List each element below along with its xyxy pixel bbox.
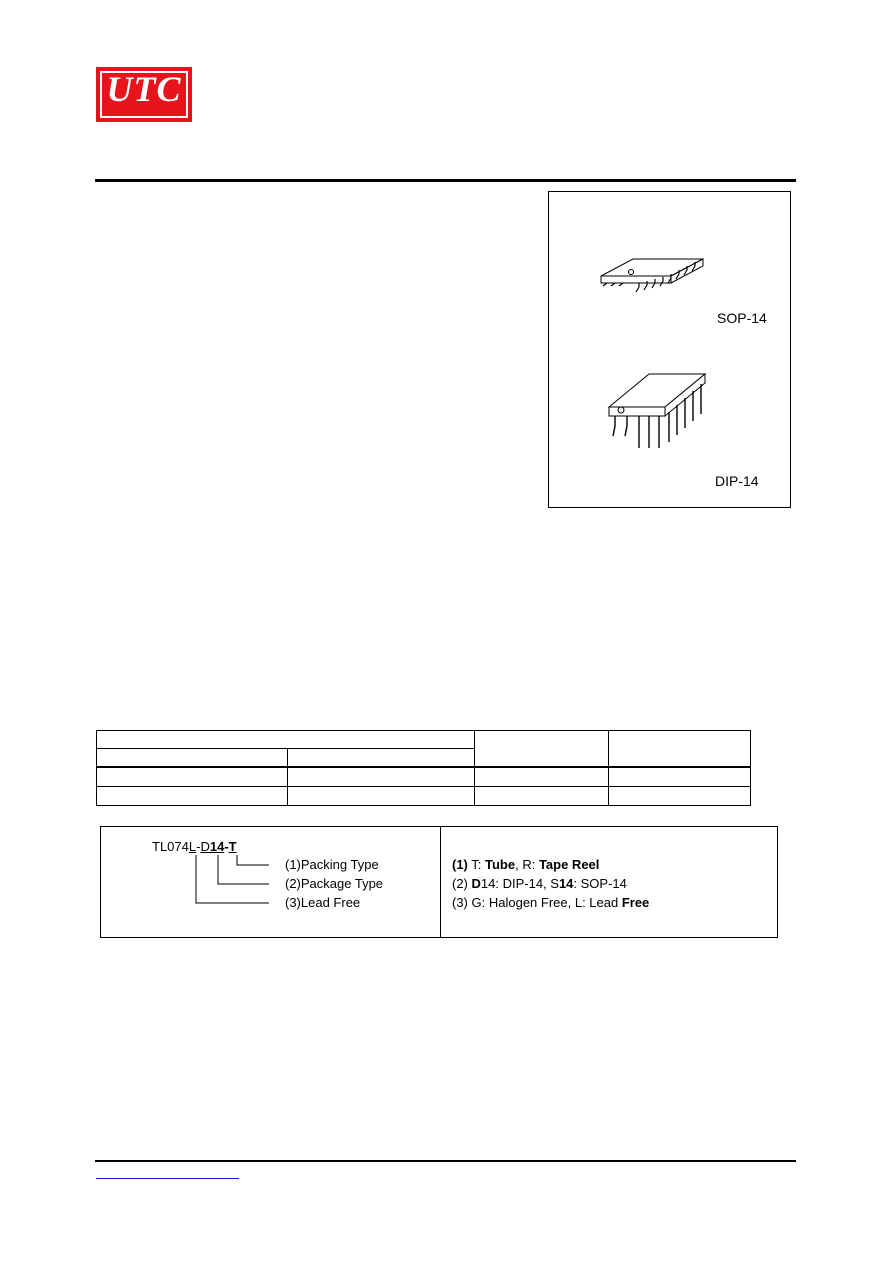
pn-prefix: TL074: [152, 839, 189, 854]
table-row: [97, 787, 751, 806]
table-header-cell: [97, 731, 475, 749]
decoder-connectors: [101, 827, 441, 939]
desc-packing-type: (1) T: Tube, R: Tape Reel: [452, 857, 600, 872]
header-rule: [95, 179, 796, 182]
table-subheader-cell: [97, 749, 288, 768]
footer-rule: [95, 1160, 796, 1162]
table-header-cell: [609, 731, 751, 768]
ordering-table: [96, 730, 751, 806]
label-lead-free: (3)Lead Free: [285, 895, 361, 910]
desc-lead-free: (3) G: Halogen Free, L: Lead Free: [452, 895, 650, 910]
dip-14-chip-icon: [609, 374, 705, 448]
dip-14-label: DIP-14: [715, 473, 759, 489]
sop-14-chip-icon: [601, 259, 703, 292]
pn-package-letter: D: [200, 839, 210, 854]
label-packing-type: (1)Packing Type: [285, 857, 379, 872]
pn-sep: -: [196, 839, 201, 854]
pn-sep: -: [224, 839, 229, 854]
label-package-type: (2)Package Type: [285, 876, 384, 891]
sop-14-label: SOP-14: [717, 310, 767, 326]
pn-lead-free: L: [188, 839, 197, 854]
table-subheader-cell: [288, 749, 475, 768]
table-row: [97, 767, 751, 787]
desc-package-type: (2) D14: DIP-14, S14: SOP-14: [452, 876, 627, 891]
pn-packing: T: [228, 839, 237, 854]
part-number-decoder: [100, 826, 778, 938]
table-header-cell: [475, 731, 609, 768]
package-box: [548, 191, 791, 508]
footer-link[interactable]: [96, 1176, 239, 1179]
utc-logo: [96, 67, 192, 122]
logo-text: UTC: [106, 69, 182, 109]
pn-package-digits: 14: [209, 839, 225, 854]
package-drawings: [549, 192, 792, 509]
